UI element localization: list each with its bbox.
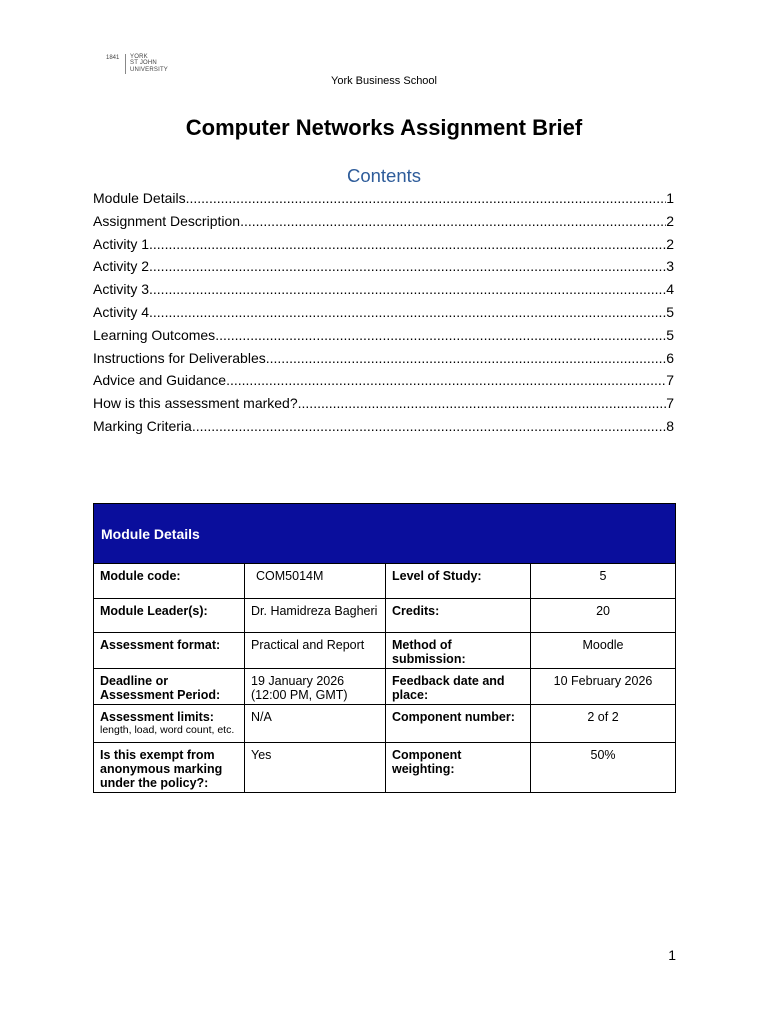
method-of-submission-value: Moodle: [531, 633, 676, 669]
toc-entry-instructions-for-deliverables[interactable]: [93, 347, 674, 370]
toc-label: Learning Outcomes: [93, 326, 216, 343]
module-code-value: COM5014M: [245, 564, 386, 599]
toc-page-number: 2: [666, 212, 674, 229]
toc-entry-assignment-description[interactable]: [93, 210, 674, 233]
toc-label: Assignment Description: [93, 212, 241, 229]
feedback-date-value: 10 February 2026: [531, 669, 676, 705]
table-of-contents: [93, 187, 674, 438]
assessment-limits-value: N/A: [245, 705, 386, 743]
toc-page-number: 7: [666, 372, 674, 389]
toc-page-number: 5: [666, 303, 674, 320]
table-row: [94, 705, 676, 743]
table-row: [94, 633, 676, 669]
logo-divider: [125, 54, 126, 74]
toc-label: Instructions for Deliverables: [93, 349, 266, 366]
deadline-value: 19 January 2026 (12:00 PM, GMT): [245, 669, 386, 705]
module-details-heading: Module Details: [94, 504, 676, 564]
toc-leader-dots: [226, 369, 666, 392]
assessment-format-label: Assessment format:: [94, 633, 245, 669]
method-of-submission-label: Method of submission:: [386, 633, 531, 669]
toc-label: Activity 4: [93, 303, 150, 320]
toc-leader-dots: [149, 278, 666, 301]
toc-label: Activity 2: [93, 258, 150, 275]
module-details-header-row: [94, 504, 676, 564]
toc-label: Activity 1: [93, 235, 150, 252]
deadline-label: Deadline or Assessment Period:: [94, 669, 245, 705]
toc-entry-advice-and-guidance[interactable]: [93, 369, 674, 392]
toc-page-number: 2: [666, 235, 674, 252]
component-number-value: 2 of 2: [531, 705, 676, 743]
toc-page-number: 3: [666, 258, 674, 275]
toc-label: Advice and Guidance: [93, 372, 227, 389]
table-row: [94, 669, 676, 705]
feedback-date-label: Feedback date and place:: [386, 669, 531, 705]
assessment-format-value: Practical and Report: [245, 633, 386, 669]
logo-word: UNIVERSITY: [130, 66, 169, 73]
document-title: Computer Networks Assignment Brief: [185, 115, 583, 140]
toc-page-number: 1: [666, 190, 674, 206]
toc-page-number: 7: [666, 395, 674, 412]
toc-leader-dots: [192, 415, 666, 438]
toc-leader-dots: [215, 324, 666, 347]
table-row: [94, 564, 676, 599]
module-code-label: Module code:: [94, 564, 245, 599]
credits-value: 20: [531, 599, 676, 633]
logo-wordmark: [130, 54, 168, 73]
toc-entry-learning-outcomes[interactable]: [93, 324, 674, 347]
logo-word: ST JOHN: [130, 60, 157, 67]
component-number-label: Component number:: [386, 705, 531, 743]
toc-leader-dots: [240, 210, 666, 233]
anonymous-marking-value: Yes: [245, 743, 386, 793]
toc-leader-dots: [186, 187, 667, 210]
module-leader-value: Dr. Hamidreza Bagheri: [245, 599, 386, 633]
logo-word: YORK: [130, 54, 148, 60]
toc-label: Module Details: [93, 190, 186, 206]
toc-entry-activity-3[interactable]: [93, 278, 674, 301]
toc-page-number: 4: [666, 281, 674, 298]
table-row: [94, 743, 676, 793]
module-leader-label: Module Leader(s):: [94, 599, 245, 633]
module-details-table: [93, 503, 676, 793]
toc-leader-dots: [298, 392, 667, 415]
toc-label: Marking Criteria: [93, 417, 192, 434]
assessment-limits-label: Assessment limits:: [100, 710, 214, 724]
toc-label: Activity 3: [93, 281, 150, 298]
component-weighting-label: Component weighting:: [386, 743, 531, 793]
toc-page-number: 6: [666, 349, 674, 366]
anonymous-marking-label: Is this exempt from anonymous marking under the policy?:: [94, 743, 245, 793]
contents-heading: Contents: [346, 165, 422, 186]
toc-entry-module-details[interactable]: [93, 187, 674, 210]
component-weighting-value: 50%: [531, 743, 676, 793]
toc-page-number: 8: [666, 417, 674, 434]
level-of-study-value: 5: [531, 564, 676, 599]
toc-entry-activity-1[interactable]: [93, 233, 674, 256]
toc-entry-activity-2[interactable]: [93, 255, 674, 278]
toc-entry-how-is-this-assessment-marked[interactable]: [93, 392, 674, 415]
logo-year: 1841: [106, 55, 120, 61]
page-header-school: York Business School: [331, 75, 437, 87]
toc-entry-marking-criteria[interactable]: [93, 415, 674, 438]
level-of-study-label: Level of Study:: [386, 564, 531, 599]
toc-leader-dots: [149, 301, 666, 324]
assessment-limits-cell: [94, 705, 245, 743]
toc-leader-dots: [149, 233, 666, 256]
toc-leader-dots: [149, 255, 666, 278]
university-logo: [106, 54, 168, 74]
credits-label: Credits:: [386, 599, 531, 633]
toc-entry-activity-4[interactable]: [93, 301, 674, 324]
toc-leader-dots: [266, 347, 666, 370]
toc-label: How is this assessment marked?: [93, 395, 298, 412]
table-row: [94, 599, 676, 633]
assessment-limits-note: length, load, word count, etc.: [100, 724, 235, 736]
page-number: 1: [668, 947, 676, 963]
toc-page-number: 5: [666, 326, 674, 343]
